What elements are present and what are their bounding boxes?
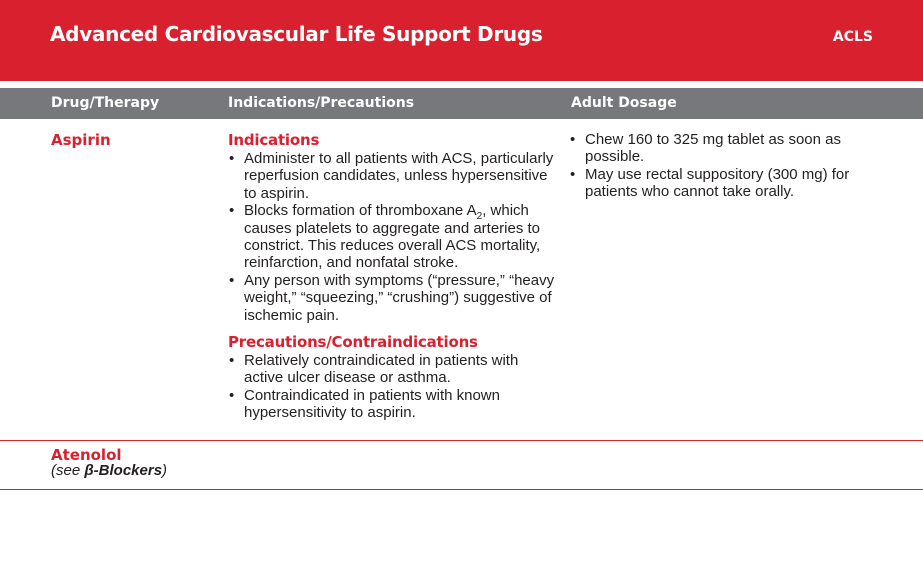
list-item: • Administer to all patients with ACS, particularly reperfusion candidates, unless hypersensitive to aspirin. bbox=[228, 150, 558, 202]
see-target-link[interactable]: β-Blockers bbox=[84, 462, 163, 479]
precautions-heading: Precautions/Contraindications bbox=[228, 333, 478, 352]
see-reference bbox=[51, 462, 167, 479]
precautions-list bbox=[228, 352, 558, 422]
indications-heading: Indications bbox=[228, 131, 320, 149]
list-item: • Chew 160 to 325 mg tablet as soon as possible. bbox=[569, 131, 859, 166]
thromboxane-continued: , which causes platelets to aggregate and arteries to constrict. This reduces overall ACS mortality, reinfarction, and nonfatal stroke. bbox=[244, 202, 541, 272]
thromboxane-text: Blocks formation of thromboxane A bbox=[244, 202, 477, 220]
column-header-dosage: Adult Dosage bbox=[571, 95, 677, 111]
row-divider bbox=[0, 440, 923, 441]
column-header-indications: Indications/Precautions bbox=[228, 95, 415, 111]
subscript: 2 bbox=[476, 211, 483, 223]
table-header bbox=[0, 88, 923, 119]
list-item: • Relatively contraindicated in patients with active ulcer disease or asthma. bbox=[228, 352, 558, 387]
list-item: • May use rectal suppository (300 mg) for patients who cannot take orally. bbox=[569, 166, 859, 201]
see-suffix: ) bbox=[162, 462, 168, 479]
aspirin-indications-cell bbox=[228, 131, 558, 422]
title-banner bbox=[0, 0, 923, 81]
banner-spacer bbox=[0, 81, 923, 88]
see-prefix: (see bbox=[51, 462, 85, 479]
column-header-drug: Drug/Therapy bbox=[51, 95, 160, 111]
drug-name-aspirin: Aspirin bbox=[51, 131, 111, 149]
list-item bbox=[228, 202, 558, 272]
list-item: • Contraindicated in patients with known hypersensitivity to aspirin. bbox=[228, 387, 558, 422]
drug-name-atenolol: Atenolol bbox=[51, 446, 122, 464]
aspirin-dosage-cell bbox=[569, 131, 859, 201]
row-divider bbox=[0, 489, 923, 490]
page-title: Advanced Cardiovascular Life Support Drugs bbox=[50, 22, 543, 46]
dosage-list bbox=[569, 131, 859, 201]
list-item: • Any person with symptoms (“pressure,” “heavy weight,” “squeezing,” “crushing”) suggestive of ischemic pain. bbox=[228, 272, 558, 324]
section-tag: ACLS bbox=[832, 29, 873, 45]
indications-list bbox=[228, 150, 558, 324]
